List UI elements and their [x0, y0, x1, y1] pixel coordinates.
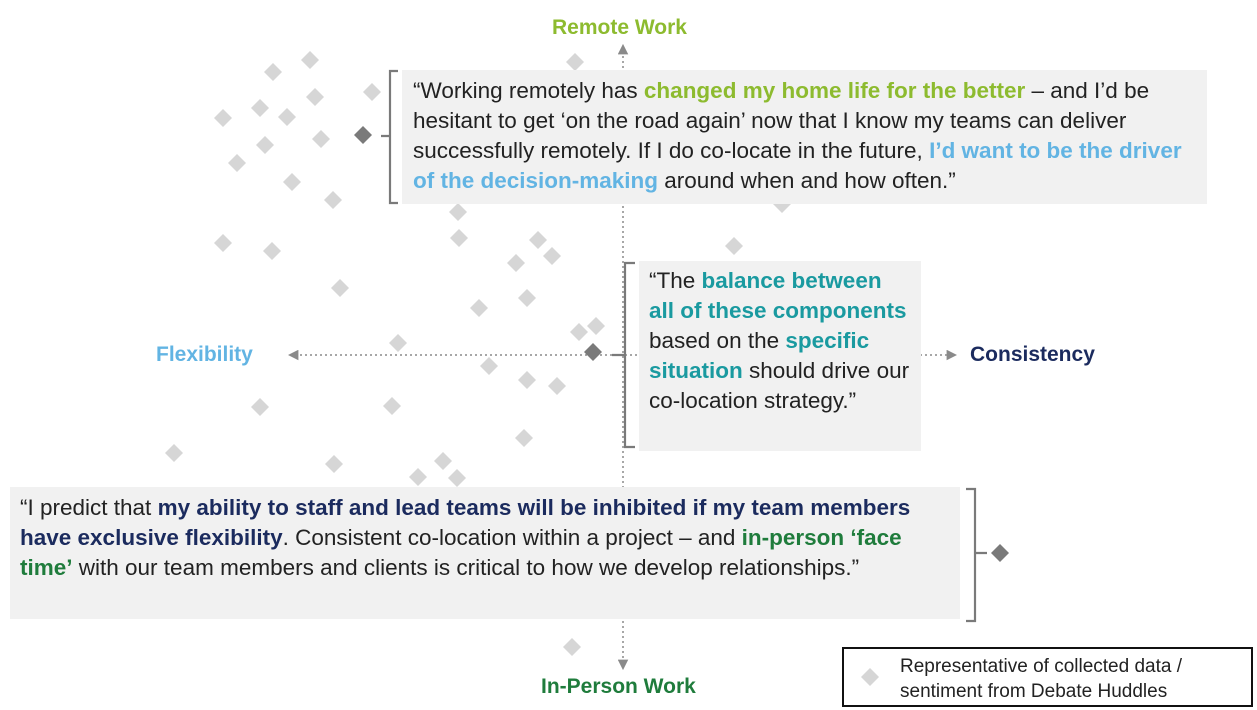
sentiment-point-diamond-icon [283, 173, 301, 191]
quote-balance-segment: specific situation [649, 328, 870, 383]
sentiment-point-diamond-icon [448, 469, 466, 487]
sentiment-point-diamond-icon [363, 83, 381, 101]
sentiment-point-diamond-icon [263, 242, 281, 260]
sentiment-point-diamond-icon [278, 108, 296, 126]
sentiment-point-diamond-icon [543, 247, 561, 265]
sentiment-point-diamond-icon [480, 357, 498, 375]
sentiment-point-diamond-icon [518, 289, 536, 307]
sentiment-point-diamond-icon [383, 397, 401, 415]
quote-remote-segment: around when and how often.” [658, 168, 956, 193]
sentiment-point-diamond-icon [507, 254, 525, 272]
quote-remote-segment: changed my home life for the better [643, 78, 1026, 103]
axis-label-in-person-work: In-Person Work [541, 675, 696, 698]
sentiment-point-diamond-icon [389, 334, 407, 352]
quote-remote-segment: – and I’d be hesitant to get ‘on the road again’ now that I know my teams can deliver successfully remotely. If I do co-locate in the future, [413, 78, 1150, 163]
sentiment-point-diamond-icon [587, 317, 605, 335]
sentiment-point-diamond-icon [570, 323, 588, 341]
bracket-consistency [966, 489, 987, 621]
sentiment-point-diamond-icon [529, 231, 547, 249]
sentiment-point-diamond-icon [518, 371, 536, 389]
axis-label-remote-work: Remote Work [552, 16, 687, 39]
quote-consistency-segment: “I predict that [20, 495, 158, 520]
sentiment-point-diamond-icon [312, 130, 330, 148]
sentiment-point-diamond-icon [409, 468, 427, 486]
sentiment-point-diamond-icon [449, 203, 467, 221]
quote-consistency-segment: my ability to staff and lead teams will be inhibited if my team members have exclusive flexibility [20, 495, 911, 550]
quote-box-balance [639, 261, 921, 451]
sentiment-point-diamond-icon [251, 398, 269, 416]
quote-remote-segment: “Working remotely has [413, 78, 644, 103]
sentiment-point-diamond-icon [563, 638, 581, 656]
sentiment-point-diamond-icon [264, 63, 282, 81]
quote-box-consistency [10, 487, 960, 619]
sentiment-point-diamond-icon [251, 99, 269, 117]
quote-consistency-segment: with our team members and clients is critical to how we develop relationships.” [72, 555, 860, 580]
sentiment-point-diamond-icon [434, 452, 452, 470]
sentiment-point-diamond-icon [214, 109, 232, 127]
sentiment-point-diamond-icon [470, 299, 488, 317]
legend-line-1: Representative of collected data / [900, 656, 1183, 677]
axis-label-flexibility: Flexibility [156, 343, 253, 366]
marker-consistency-diamond-icon [991, 544, 1009, 562]
sentiment-point-diamond-icon [548, 377, 566, 395]
quote-remote-segment: I’d want to be the driver of the decision-making [413, 138, 1182, 193]
sentiment-point-diamond-icon [725, 237, 743, 255]
quote-consistency-segment: in-person ‘face time’ [20, 525, 902, 580]
legend-line-2: sentiment from Debate Huddles [900, 681, 1168, 702]
marker-balance-diamond-icon [584, 343, 602, 361]
quote-balance-segment: based on the [649, 328, 786, 353]
quote-balance-segment: balance between all of these components [649, 268, 907, 323]
sentiment-point-diamond-icon [450, 229, 468, 247]
sentiment-point-diamond-icon [331, 279, 349, 297]
bracket-remote [381, 71, 398, 203]
sentiment-point-diamond-icon [228, 154, 246, 172]
sentiment-point-diamond-icon [324, 191, 342, 209]
sentiment-point-diamond-icon [566, 53, 584, 71]
sentiment-point-diamond-icon [301, 51, 319, 69]
quote-consistency-segment: . Consistent co-location within a project – and [282, 525, 742, 550]
sentiment-point-diamond-icon [214, 234, 232, 252]
sentiment-point-diamond-icon [325, 455, 343, 473]
quote-balance-segment: should drive our co-location strategy.” [649, 358, 910, 413]
sentiment-point-diamond-icon [165, 444, 183, 462]
diamond-icon [860, 667, 880, 687]
quote-balance-segment: “The [649, 268, 702, 293]
axis-label-consistency: Consistency [970, 343, 1095, 366]
sentiment-point-diamond-icon [515, 429, 533, 447]
legend-text [900, 654, 1182, 704]
legend [842, 647, 1253, 707]
sentiment-point-diamond-icon [256, 136, 274, 154]
sentiment-point-diamond-icon [306, 88, 324, 106]
marker-remote-diamond-icon [354, 126, 372, 144]
quote-box-remote [402, 70, 1207, 204]
